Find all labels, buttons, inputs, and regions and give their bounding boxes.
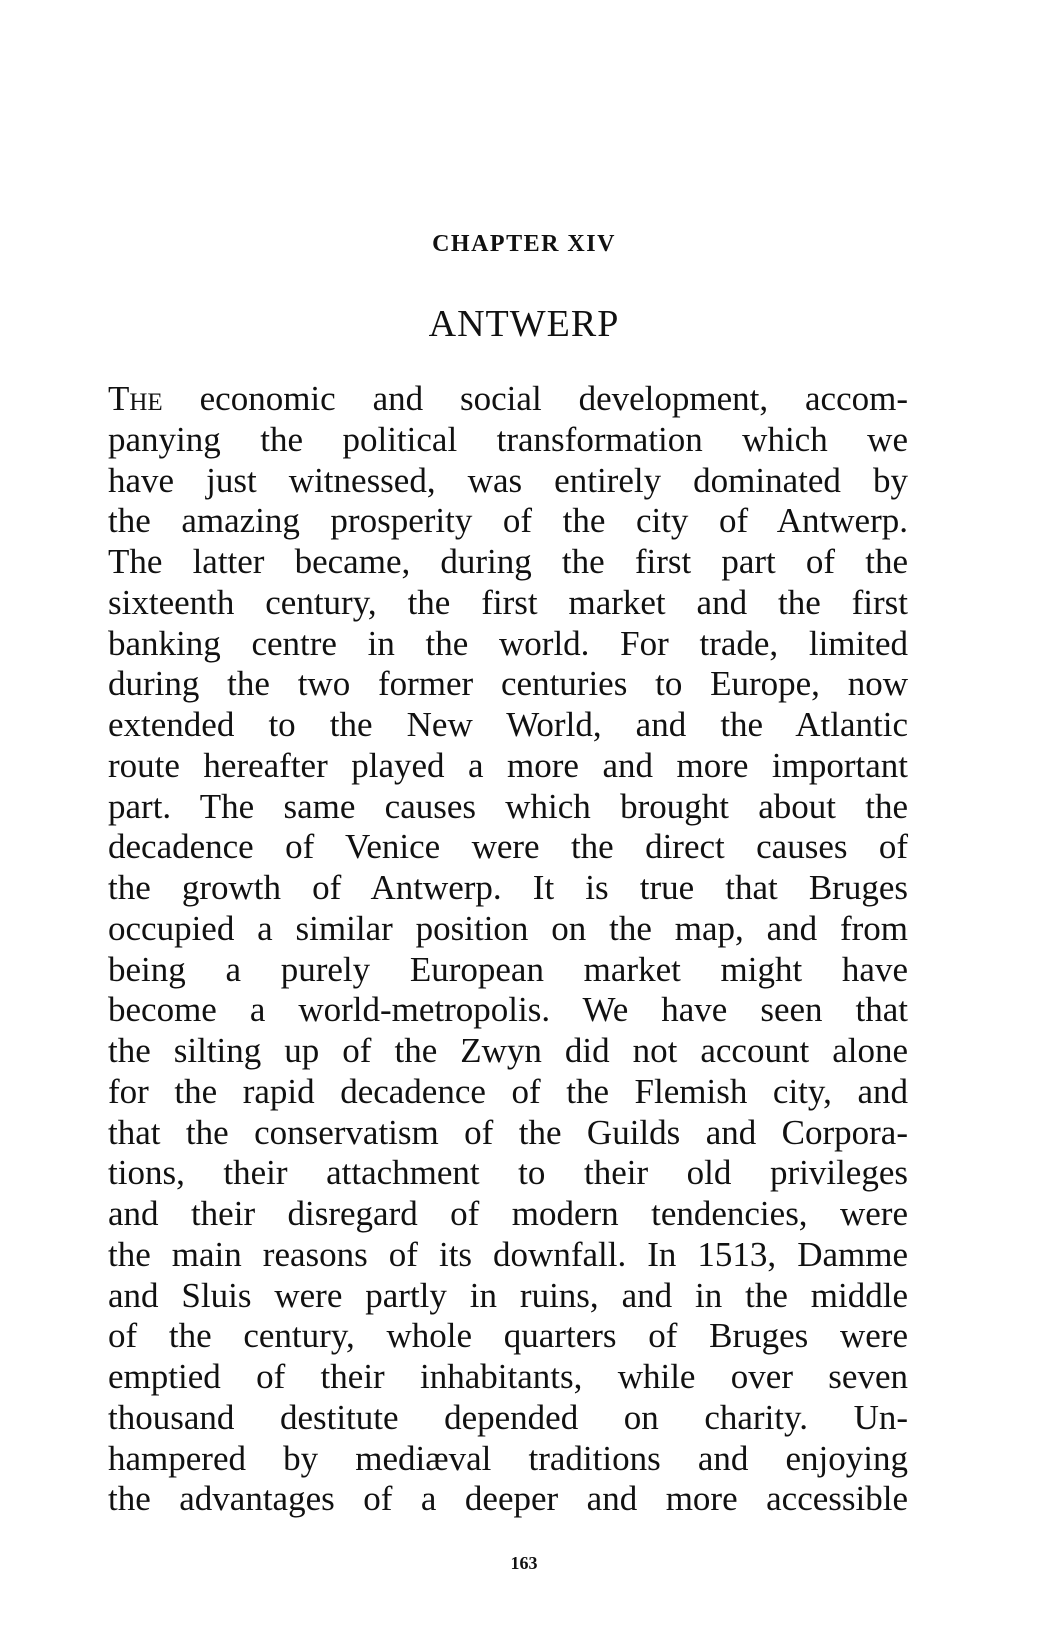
text-line: sixteenth century, the first market and the first bbox=[108, 582, 908, 622]
text-line: the amazing prosperity of the city of Antwerp. bbox=[108, 501, 908, 541]
text-line: panying the political transformation which we bbox=[108, 419, 908, 459]
text-line: decadence of Venice were the direct causes of bbox=[108, 827, 908, 867]
text-line: the growth of Antwerp. It is true that Bruges bbox=[108, 868, 908, 907]
text-line: that the conservatism of the Guilds and Corpora- bbox=[108, 1112, 908, 1152]
text-line: occupied a similar position on the map, and from bbox=[108, 908, 908, 948]
text-line bbox=[108, 379, 908, 420]
text-line: The latter became, during the first part of the bbox=[108, 542, 908, 581]
text-line: for the rapid decadence of the Flemish city, and bbox=[108, 1071, 908, 1111]
text-line: the advantages of a deeper and more accessible bbox=[108, 1479, 908, 1519]
text-line: the silting up of the Zwyn did not account alone bbox=[108, 1031, 908, 1070]
text-line: the main reasons of its downfall. In 1513, Damme bbox=[108, 1234, 908, 1274]
chapter-number: CHAPTER XIV bbox=[432, 231, 616, 257]
text-line: extended to the New World, and the Atlantic bbox=[108, 705, 908, 744]
text-line: become a world-metropolis. We have seen that bbox=[108, 990, 908, 1030]
text-line: thousand destitute depended on charity. Un- bbox=[108, 1397, 908, 1437]
text-line: during the two former centuries to Europe, now bbox=[108, 664, 908, 704]
text-line: route hereafter played a more and more important bbox=[108, 745, 908, 785]
text-line: have just witnessed, was entirely dominated by bbox=[108, 460, 908, 500]
chapter-title: ANTWERP bbox=[428, 303, 620, 345]
text-line: tions, their attachment to their old privileges bbox=[108, 1153, 908, 1193]
text-line: hampered by mediæval traditions and enjoying bbox=[108, 1438, 908, 1478]
opening-word: The bbox=[108, 379, 163, 418]
text-line: of the century, whole quarters of Bruges were bbox=[108, 1316, 908, 1356]
page-number: 163 bbox=[510, 1553, 538, 1573]
text-line: being a purely European market might have bbox=[108, 949, 908, 989]
text-line: and their disregard of modern tendencies, were bbox=[108, 1194, 908, 1233]
text-line: emptied of their inhabitants, while over seven bbox=[108, 1357, 908, 1396]
text-line: part. The same causes which brought about the bbox=[108, 786, 908, 826]
text-line-content: economic and social development, accom- bbox=[199, 379, 908, 418]
body-text bbox=[108, 379, 908, 1520]
text-line: banking centre in the world. For trade, limited bbox=[108, 623, 908, 663]
text-line: and Sluis were partly in ruins, and in the middle bbox=[108, 1275, 908, 1315]
